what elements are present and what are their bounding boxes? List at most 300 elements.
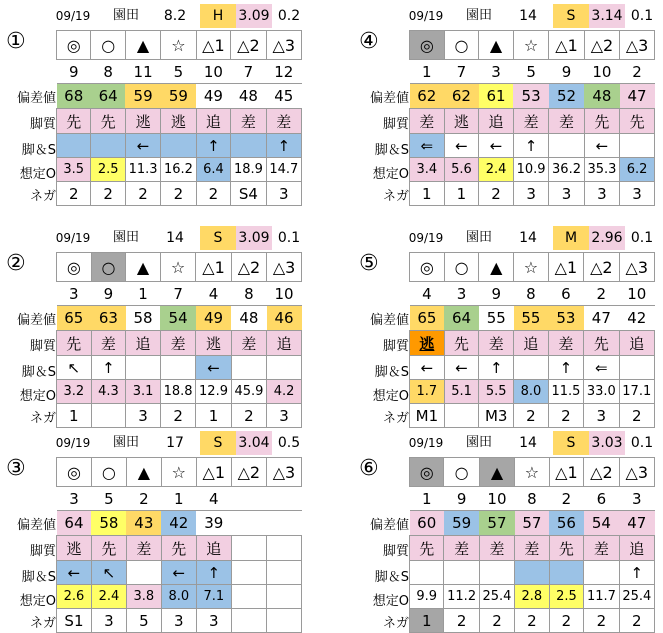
position-arrow-cell: ↑ [619,561,654,585]
race-score: 3.03 [589,431,625,455]
horse-number-cell: 2 [620,60,655,84]
deviation-cell [231,511,266,536]
expected-odds-cell: 18.9 [231,158,266,182]
mark-cell: △1 [549,31,584,60]
negative-cell: 3 [584,182,619,206]
running-style-cell: 差 [549,109,584,134]
mark-cell: ▲ [126,458,161,487]
mark-cell: △2 [584,31,619,60]
row-label: ネガ [29,411,56,426]
running-style-cell: 逃 [444,109,479,134]
mark-cell: ○ [444,31,479,60]
negative-cell: M3 [479,404,514,428]
deviation-cell: 57 [479,511,514,536]
row-label: 想定O [19,167,56,182]
deviation-cell: 45 [266,84,301,109]
mark-cell: △3 [619,253,654,282]
mark-cell: ◎ [57,31,91,60]
mark-cell: ○ [91,31,125,60]
negative-cell: 1 [444,182,479,206]
deviation-cell: 64 [91,84,125,109]
running-style-cell: 追 [514,331,549,356]
horse-number-cell: 10 [619,282,654,306]
negative-cell [91,404,126,428]
running-style-cell: 先 [410,536,444,561]
expected-odds-cell: 2.8 [515,585,549,609]
position-arrow-cell [514,356,549,380]
distance: 8.2 [163,8,187,24]
horse-number-cell: 9 [549,60,584,84]
running-style-cell: 追 [619,331,654,356]
mark-cell: ☆ [161,31,196,60]
position-arrow-cell [231,134,266,158]
running-style-cell: 差 [584,536,619,561]
expected-odds-cell: 3.2 [57,380,92,404]
negative-cell: S1 [57,609,92,633]
race-date: 09/19 [55,231,91,245]
row-label: 脚質 [29,117,56,132]
race-score: 2.96 [589,226,625,250]
mark-cell: ☆ [161,458,196,487]
row-label: ネガ [382,411,409,426]
deviation-cell: 54 [160,306,195,331]
expected-odds-cell: 1.7 [410,380,445,404]
race-extra-value: 0.2 [277,8,301,24]
deviation-cell: 63 [91,306,126,331]
running-style-cell: 追 [196,536,231,561]
horse-number-cell: 1 [410,487,444,511]
running-style-cell: 差 [410,109,445,134]
position-arrow-cell [160,356,195,380]
track-condition: S [200,431,236,455]
row-label: ネガ [382,189,409,204]
running-style-cell: 差 [513,109,548,134]
position-arrow-cell [231,561,266,585]
row-label: 偏差値 [16,91,56,106]
negative-cell: 3 [584,404,619,428]
expected-odds-cell: 11.2 [444,585,479,609]
negative-cell: M1 [410,404,445,428]
row-label: 脚質 [29,544,56,559]
expected-odds-cell: 6.4 [196,158,231,182]
horse-number-cell: 8 [515,487,549,511]
horse-number-cell: 5 [161,60,196,84]
running-style-cell: 差 [515,536,549,561]
negative-cell: 2 [91,182,125,206]
negative-cell: 2 [515,609,549,633]
negative-cell: 3 [91,609,126,633]
position-arrow-cell: ← [161,561,196,585]
running-style-cell: 差 [126,536,161,561]
position-arrow-cell [126,561,161,585]
expected-odds-cell: 33.0 [584,380,619,404]
position-arrow-cell: ← [125,134,160,158]
track-condition: S [200,226,236,250]
running-style-cell: 先 [444,331,479,356]
race-date: 09/19 [408,231,444,245]
negative-cell: 2 [125,182,160,206]
expected-odds-cell: 4.2 [267,380,302,404]
deviation-cell: 43 [126,511,161,536]
mark-cell: ○ [444,253,479,282]
mark-cell: ○ [91,253,126,282]
horse-number-cell: 8 [231,282,266,306]
running-style-cell: 追 [619,536,654,561]
row-label: 偏差値 [369,313,409,328]
race-panel-1 [2,4,302,204]
negative-cell: 1 [196,404,231,428]
deviation-cell: 61 [479,84,514,109]
expected-odds-cell: 17.1 [619,380,654,404]
negative-cell: 2 [479,609,514,633]
race-number-badge: ⑥ [359,456,379,481]
running-style-cell [231,536,266,561]
negative-cell: 2 [549,609,584,633]
race-header [355,431,655,455]
running-style-cell: 差 [266,109,301,134]
negative-cell: 3 [126,404,161,428]
deviation-cell: 48 [584,84,619,109]
running-style-cell: 先 [549,536,584,561]
running-style-cell: 逃 [57,536,92,561]
horse-number-cell: 10 [267,282,302,306]
position-arrow-cell [266,561,301,585]
running-style-cell: 追 [126,331,161,356]
running-style-cell: 逃 [125,109,160,134]
position-arrow-cell: ↑ [479,356,514,380]
position-arrow-cell [126,356,161,380]
running-style-cell: 先 [161,536,196,561]
expected-odds-cell: 14.7 [266,158,301,182]
negative-cell: 2 [514,404,549,428]
position-arrow-cell [161,134,196,158]
horse-number-cell: 1 [410,60,445,84]
running-style-cell: 先 [91,536,126,561]
negative-cell: 2 [161,182,196,206]
negative-cell: 2 [160,404,195,428]
mark-cell: △1 [196,458,231,487]
running-style-cell: 先 [57,331,92,356]
race-number-badge: ③ [6,456,26,481]
race-extra-value: 0.1 [630,230,654,246]
mark-cell: ◎ [410,31,445,60]
position-arrow-cell [267,356,302,380]
horse-number-cell: 4 [196,487,231,511]
deviation-cell: 49 [196,84,231,109]
position-arrow-cell: ↑ [266,134,301,158]
horse-number-cell: 10 [479,487,514,511]
deviation-cell: 55 [514,306,549,331]
row-label: 偏差値 [16,313,56,328]
expected-odds-cell: 45.9 [231,380,266,404]
expected-odds-cell: 2.4 [91,585,126,609]
deviation-cell [266,511,301,536]
horse-number-cell: 7 [444,60,479,84]
race-number-badge: ① [6,29,26,54]
horse-number-cell: 3 [57,487,92,511]
expected-odds-cell: 3.1 [126,380,161,404]
horse-number-cell: 3 [619,487,654,511]
race-date: 09/19 [408,9,444,23]
horse-grid [409,457,655,633]
race-extra-value: 0.1 [630,8,654,24]
negative-cell: 1 [410,609,444,633]
deviation-cell: 57 [515,511,549,536]
horse-number-cell: 6 [584,487,619,511]
distance: 14 [519,230,537,246]
expected-odds-cell: 35.3 [584,158,619,182]
mark-cell: △3 [619,458,654,487]
row-label: 脚＆S [374,570,409,585]
venue-name: 園田 [465,8,492,23]
expected-odds-cell: 11.5 [548,380,583,404]
deviation-cell: 68 [57,84,91,109]
deviation-cell: 52 [549,84,584,109]
running-style-cell: 逃 [161,109,196,134]
deviation-cell: 54 [584,511,619,536]
horse-grid [56,30,302,206]
deviation-cell: 42 [161,511,196,536]
mark-cell: △2 [231,31,266,60]
horse-number-cell: 12 [266,60,301,84]
row-label: 脚＆S [21,570,56,585]
race-header [2,431,302,455]
deviation-cell: 62 [444,84,479,109]
row-label: ネガ [382,616,409,631]
race-score: 3.04 [236,431,272,455]
position-arrow-cell: ↑ [196,561,231,585]
expected-odds-cell: 12.9 [196,380,231,404]
race-header [355,4,655,28]
mark-cell: ▲ [126,253,161,282]
race-date: 09/19 [55,9,91,23]
negative-cell [266,609,301,633]
horse-number-cell: 7 [160,282,195,306]
mark-cell: △3 [267,253,302,282]
mark-cell: △2 [231,253,266,282]
expected-odds-cell: 8.0 [514,380,549,404]
position-arrow-cell [479,561,514,585]
running-style-cell: 差 [231,109,266,134]
negative-cell [444,404,479,428]
expected-odds-cell: 5.5 [479,380,514,404]
position-arrow-cell: ↑ [513,134,548,158]
deviation-cell: 59 [444,511,479,536]
horse-number-cell: 1 [161,487,196,511]
row-label: 想定O [372,389,409,404]
horse-number-cell: 7 [231,60,266,84]
mark-cell: ◎ [410,253,445,282]
race-score: 3.09 [236,4,272,28]
row-label: ネガ [29,616,56,631]
mark-cell: △1 [549,458,584,487]
deviation-cell: 64 [444,306,479,331]
horse-number-cell: 2 [126,487,161,511]
venue-name: 園田 [465,435,492,450]
position-arrow-cell: ← [584,134,619,158]
position-arrow-cell [231,356,266,380]
position-arrow-cell: ← [57,561,92,585]
negative-cell: 3 [620,182,655,206]
mark-cell: △1 [196,253,231,282]
mark-cell: ▲ [479,458,514,487]
expected-odds-cell: 7.1 [196,585,231,609]
mark-cell: △2 [584,253,619,282]
row-label: 偏差値 [369,518,409,533]
position-arrow-cell: ← [410,356,445,380]
deviation-cell: 58 [126,306,161,331]
row-label: 想定O [372,594,409,609]
negative-cell: 2 [231,404,266,428]
running-style-cell: 差 [160,331,195,356]
deviation-cell: 56 [549,511,584,536]
horse-number-cell: 8 [514,282,549,306]
row-label: 偏差値 [16,518,56,533]
position-arrow-cell: ← [479,134,514,158]
horse-grid [409,252,655,428]
horse-number-cell [266,487,301,511]
horse-grid [409,30,655,206]
position-arrow-cell [444,561,479,585]
position-arrow-cell [410,561,444,585]
row-label: 脚＆S [21,365,56,380]
row-label: ネガ [29,189,56,204]
expected-odds-cell: 5.6 [444,158,479,182]
row-label: 脚質 [382,117,409,132]
expected-odds-cell: 16.2 [161,158,196,182]
negative-cell: 2 [548,404,583,428]
deviation-cell: 65 [57,306,92,331]
position-arrow-cell [620,134,655,158]
position-arrow-cell: ↑ [91,356,126,380]
negative-cell: 3 [267,404,302,428]
mark-cell: △1 [548,253,583,282]
deviation-cell: 47 [619,511,654,536]
position-arrow-cell [584,561,619,585]
distance: 14 [519,8,537,24]
horse-grid [56,457,302,633]
mark-cell: ○ [444,458,479,487]
deviation-cell: 65 [410,306,445,331]
deviation-cell: 53 [513,84,548,109]
deviation-cell: 62 [410,84,445,109]
horse-number-cell: 4 [196,282,231,306]
race-header [355,226,655,250]
track-condition: M [553,226,589,250]
expected-odds-cell: 6.2 [620,158,655,182]
running-style-cell: 先 [91,109,125,134]
race-panel-6 [355,431,655,631]
row-label: 脚＆S [21,143,56,158]
position-arrow-cell [549,134,584,158]
deviation-cell: 58 [91,511,126,536]
negative-cell: 2 [196,182,231,206]
expected-odds-cell: 4.3 [91,380,126,404]
expected-odds-cell: 8.0 [161,585,196,609]
race-number-badge: ④ [359,29,379,54]
expected-odds-cell: 5.1 [444,380,479,404]
position-arrow-cell [619,356,654,380]
running-style-cell: 差 [91,331,126,356]
race-header [2,4,302,28]
running-style-cell: 差 [231,331,266,356]
race-header [2,226,302,250]
row-label: 想定O [372,167,409,182]
horse-number-cell: 2 [584,282,619,306]
expected-odds-cell: 2.5 [549,585,584,609]
race-extra-value: 0.5 [277,435,301,451]
position-arrow-cell: ← [444,356,479,380]
deviation-cell: 47 [620,84,655,109]
negative-cell: 2 [444,609,479,633]
mark-cell: ▲ [479,31,514,60]
horse-number-cell: 6 [548,282,583,306]
running-style-cell: 逃 [196,331,231,356]
position-arrow-cell: ↖ [57,356,92,380]
race-panel-5 [355,226,655,426]
mark-cell: △3 [620,31,655,60]
mark-cell: ☆ [160,253,195,282]
expected-odds-cell: 10.9 [513,158,548,182]
race-panel-3 [2,431,302,631]
running-style-cell: 追 [196,109,231,134]
mark-cell: ▲ [479,253,514,282]
horse-number-cell: 9 [444,487,479,511]
running-style-cell: 逃 [410,331,445,356]
position-arrow-cell [57,134,91,158]
mark-cell: ☆ [515,458,549,487]
expected-odds-cell: 11.7 [584,585,619,609]
row-label: 脚質 [29,339,56,354]
horse-number-cell: 10 [584,60,619,84]
position-arrow-cell: ⇐ [584,356,619,380]
expected-odds-cell: 25.4 [619,585,654,609]
deviation-cell: 53 [548,306,583,331]
expected-odds-cell: 2.5 [91,158,125,182]
horse-grid [56,252,302,428]
track-condition: S [553,4,589,28]
running-style-cell [266,536,301,561]
negative-cell: 1 [57,404,92,428]
negative-cell: 1 [410,182,445,206]
deviation-cell: 49 [196,306,231,331]
negative-cell: 3 [266,182,301,206]
deviation-cell: 55 [479,306,514,331]
position-arrow-cell: ↑ [196,134,231,158]
deviation-cell: 60 [410,511,444,536]
horse-number-cell: 11 [125,60,160,84]
track-condition: S [553,431,589,455]
mark-cell: △1 [196,31,231,60]
deviation-cell: 48 [231,306,266,331]
expected-odds-cell: 3.5 [57,158,91,182]
negative-cell: 3 [196,609,231,633]
mark-cell: ○ [91,458,126,487]
venue-name: 園田 [465,230,492,245]
track-condition: H [200,4,236,28]
deviation-cell: 39 [196,511,231,536]
negative-cell: 5 [126,609,161,633]
negative-cell: 3 [161,609,196,633]
deviation-cell: 64 [57,511,92,536]
venue-name: 園田 [112,435,139,450]
running-style-cell: 先 [584,109,619,134]
expected-odds-cell: 3.4 [410,158,445,182]
running-style-cell: 追 [267,331,302,356]
distance: 14 [519,435,537,451]
venue-name: 園田 [112,230,139,245]
deviation-cell: 42 [619,306,654,331]
